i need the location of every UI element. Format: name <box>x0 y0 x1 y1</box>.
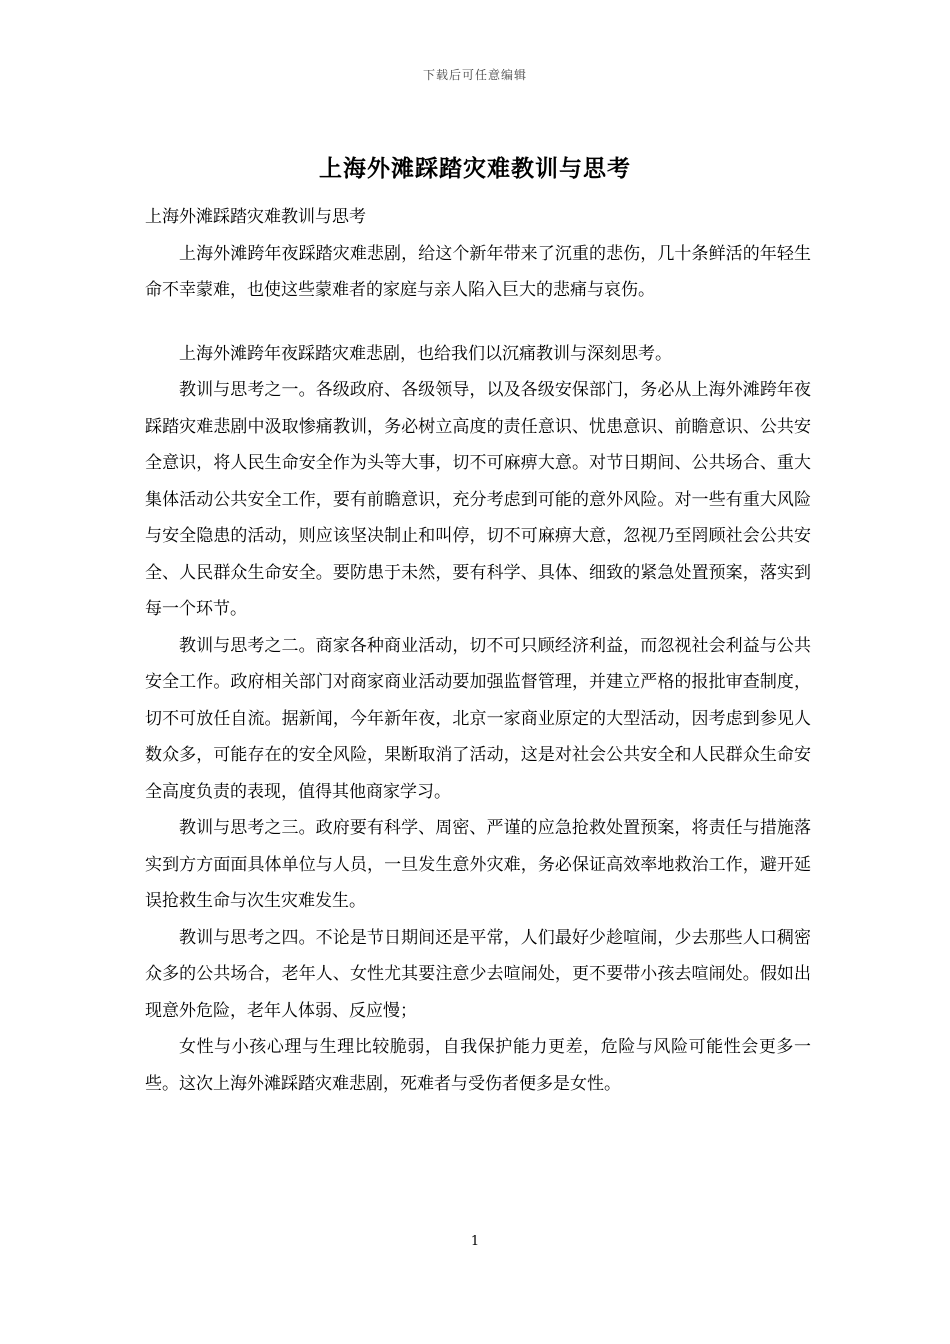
paragraph-lesson-2: 教训与思考之二。商家各种商业活动，切不可只顾经济利益，而忽视社会利益与公共安全工作。政府相关部门对商家商业活动要加强监督管理，并建立严格的报批审查制度，切不可放任自流。据新闻，今年新年夜，北京一家商业原定的大型活动，因考虑到参见人数众多，可能存在的安全风险，果断取消了活动，这是对社会公共安全和人民群众生命安全高度负责的表现，值得其他商家学习。 <box>145 635 811 802</box>
document-title: 上海外滩踩踏灾难教训与思考 <box>319 155 631 182</box>
paragraph-summary: 上海外滩跨年夜踩踏灾难悲剧，也给我们以沉痛教训与深刻思考。 <box>179 343 672 364</box>
document-subtitle: 上海外滩踩踏灾难教训与思考 <box>145 207 366 227</box>
page-header-note: 下载后可任意编辑 <box>422 68 527 82</box>
paragraph-lesson-3: 教训与思考之三。政府要有科学、周密、严谨的应急抢救处置预案，将责任与措施落实到方方面面具体单位与人员，一旦发生意外灾难，务必保证高效率地救治工作，避开延误抢救生命与次生灾难发生。 <box>145 818 811 911</box>
paragraph-lesson-4: 教训与思考之四。不论是节日期间还是平常，人们最好少趁喧闹，少去那些人口稠密众多的公共场合，老年人、女性尤其要注意少去喧闹处，更不要带小孩去喧闹处。假如出现意外危险，老年人体弱、反应慢； <box>145 927 811 1021</box>
paragraph-intro: 上海外滩跨年夜踩踏灾难悲剧，给这个新年带来了沉重的悲伤，几十条鲜活的年轻生命不幸蒙难，也使这些蒙难者的家庭与亲人陷入巨大的悲痛与哀伤。 <box>145 243 811 300</box>
page-number: 1 <box>470 1234 480 1249</box>
document-body <box>145 199 811 1102</box>
paragraph-lesson-1: 教训与思考之一。各级政府、各级领导，以及各级安保部门，务必从上海外滩跨年夜踩踏灾难悲剧中汲取惨痛教训，务必树立高度的责任意识、忧患意识、前瞻意识、公共安全意识，将人民生命安全作为头等大事，切不可麻痹大意。对节日期间、公共场合、重大集体活动公共安全工作，要有前瞻意识，充分考虑到可能的意外风险。对一些有重大风险与安全隐患的活动，则应该坚决制止和叫停，切不可麻痹大意，忽视乃至罔顾社会公共安全、人民群众生命安全。要防患于未然，要有科学、具体、细致的紧急处置预案，落实到每一个环节。 <box>145 380 811 619</box>
paragraph-lesson-4-continued: 女性与小孩心理与生理比较脆弱，自我保护能力更差，危险与风险可能性会更多一些。这次上海外滩踩踏灾难悲剧，死难者与受伤者便多是女性。 <box>145 1037 811 1094</box>
